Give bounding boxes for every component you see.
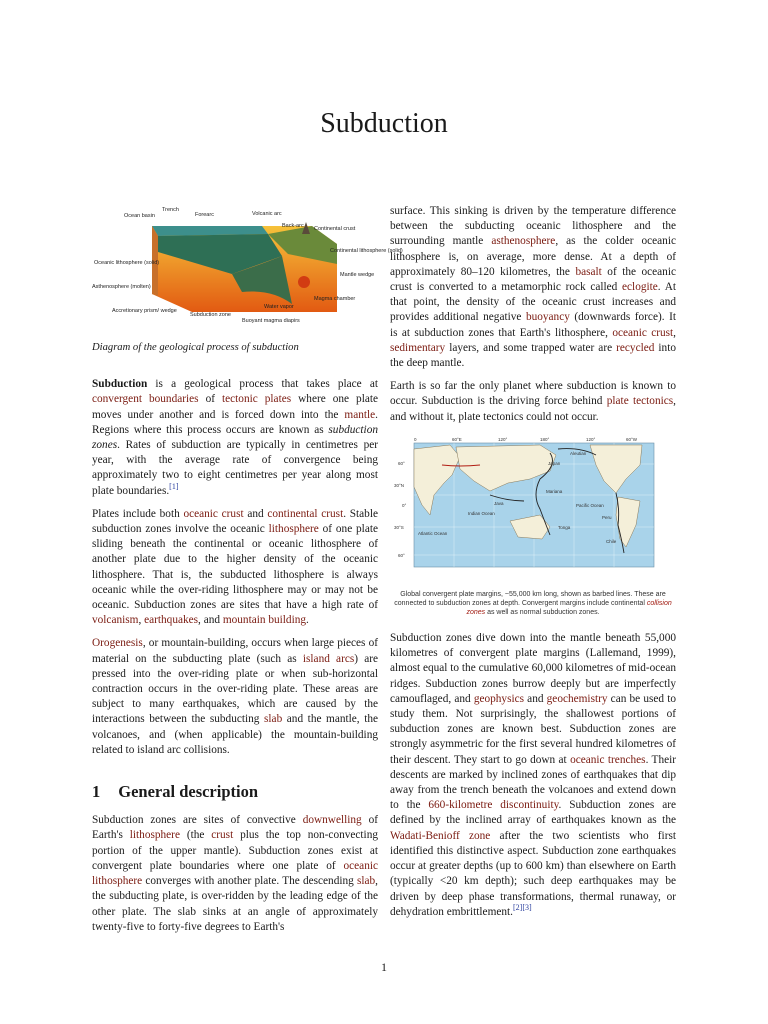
figure-caption: Diagram of the geological process of subduction [92,342,299,353]
lat-label: 30°S [394,524,404,530]
lon-label: 120° [498,436,508,442]
intro-paragraph-2: Plates include both oceanic crust and continental crust. Stable subduction zones involve the oceanic lithosphere of one plate sliding beneath the continental or oceanic lithosphere of another plate due to the higher density of the oceanic lithosphere. That is, the subducted lithosphere is always oceanic while the over-riding lithosphere may or may not be oceanic. Subduction zones are sites that have a high rate of volcanism, earthquakes, and mountain building. [92,507,378,627]
link-downwelling[interactable]: downwelling [302,814,362,827]
section1-paragraph-1: Subduction zones are sites of convective downwelling of Earth's lithosphere (the crust plus the top non-convecting portion of the upper mantle). Subduction zones exist at convergent plate boundaries where one plate of oceanic lithosphere converges with another plate. The descending slab, the subducting plate, is over-ridden by the leading edge of the other plate. The slab sinks at an angle of approximately twenty-five to forty-five degrees to Earth's [92,814,378,933]
link-buoyancy[interactable]: buoyancy [525,311,570,324]
fig1-label: Forearc [195,212,214,218]
link-crust[interactable]: crust [211,829,234,842]
place-label: Aleutian [570,450,587,456]
link-island-arcs[interactable]: island arcs [302,652,355,665]
link-convergent-boundaries[interactable]: convergent boundaries [92,393,199,406]
place-label: Tonga [558,524,571,530]
place-label: Japan [548,460,561,466]
place-label: Pacific Ocean [576,502,604,508]
lon-label: 180° [540,436,550,442]
link-oceanic-trenches[interactable]: oceanic trenches [570,753,646,766]
link-lithosphere-2[interactable]: lithosphere [129,829,180,842]
place-label: Chile [606,538,617,544]
link-recycled[interactable]: recycled [616,341,655,354]
intro-paragraph-1: Subduction is a geological process that takes place at convergent boundaries of tectonic plates where one plate moves under another and is forced down into the mantle. Regions where this process occurs are known as subduction zones. Rates of subduction are typically in centimetres per year, with the average rate of convergence being approximately two to eight centimetres per year along most plate boundaries.[1] [92,378,379,497]
link-mountain-building[interactable]: mountain building [222,614,306,627]
link-lithosphere[interactable]: lithosphere [268,523,319,536]
place-label: Atlantic Ocean [418,530,448,536]
fig1-label: Buoyant magma diapirs [242,318,300,324]
subduction-diagram-image [92,204,403,332]
link-eclogite[interactable]: eclogite [622,281,658,294]
link-geochemistry[interactable]: geochemistry [546,692,608,705]
link-plate-tectonics[interactable]: plate tectonics [606,395,674,408]
fig1-label: Back-arc [282,223,304,229]
link-slab-2[interactable]: slab [356,875,376,888]
link-earthquakes[interactable]: earthquakes [144,614,199,627]
ref-1[interactable]: [1] [169,481,179,491]
fig1-label: Volcanic arc [252,211,282,217]
page-title: Subduction [320,108,448,139]
right-paragraph-3: Subduction zones dive down into the mantle beneath 55,000 kilometres of convergent plate margins (Lallemand, 1999), almost equal to the cumulative 60,000 kilometres of mid-ocean ridges. Subduction zones burrow deeply but are imperfectly camouflaged, and geophysics and geochemistry can be used to study them. Not surprisingly, the shallowest portions of subduction zones are known best. Subduction zones are strongly asymmetric for the first several hundred kilometres of their descent. They start to go down at oceanic trenches. Their descents are marked by inclined zones of earthquakes that dip away from the trench beneath the volcanoes and extend down to the 660-kilometre discontinuity. Subduction zones are defined by the inclined array of earthquakes known as the Wadati-Benioff zone after the two scientists who first identified this distinctive aspect. Subduction zone earthquakes occur at greater depths (up to 600 km) than elsewhere on Earth (typically <20 km depth); such deep earthquakes may be driven by deep phase transformations, thermal runaway, or dehydration embrittlement.[2][3] [390,632,677,918]
page-number: 1 [381,960,387,974]
fig1-label: Trench [162,207,179,213]
ref-2-3[interactable]: [2][3] [512,902,532,912]
fig1-label: Oceanic lithosphere (solid) [94,260,160,266]
link-660-km-discontinuity[interactable]: 660-kilometre discontinuity [428,799,559,812]
fig1-label: Ocean basin [124,213,155,219]
lon-label: 60°W [626,436,638,442]
section-heading: 1 General description [92,782,259,802]
lon-label: 0 [414,436,417,442]
term-subduction: Subduction [92,378,148,391]
map-caption: Global convergent plate margins, ~55,000 km long, shown as barbed lines. These are connected to subduction zones at depth. Convergent margins include continental collision zones as well as normal subduction zones. [394,591,672,617]
lon-label: 60°E [452,436,462,442]
right-paragraph-1: surface. This sinking is driven by the temperature difference between the subducting oceanic lithosphere and the surrounding mantle asthenosphere, as the colder oceanic lithosphere is, on average, more dense. At a depth of approximately 80–120 kilometres, the basalt of the oceanic crust is converted to a metamorphic rock called eclogite. At that point, the density of the oceanic crust increases and provides additional negative buoyancy (downwards force). It is at subduction zones that Earth's lithosphere, oceanic crust, sedimentary layers, and some trapped water are recycled into the deep mantle. [390,205,676,370]
world-map-image [390,435,676,585]
link-asthenosphere[interactable]: asthenosphere [491,235,556,248]
fig1-label: Asthenosphere (molten) [92,284,151,290]
lon-label: 120° [586,436,596,442]
place-label: Mariana [546,488,563,494]
place-label: Peru [602,514,612,520]
link-geophysics[interactable]: geophysics [473,692,525,705]
figure-subduction-diagram [92,204,403,334]
fig1-label: Mantle wedge [340,272,375,278]
link-oceanic-crust[interactable]: oceanic crust [183,507,244,520]
link-oceanic-lithosphere[interactable]: oceanic lithosphere [92,859,378,888]
link-oceanic-crust-2[interactable]: oceanic crust [612,326,674,339]
lat-label: 60° [398,460,405,466]
intro-paragraph-3: Orogenesis, or mountain-building, occurs when large pieces of material on the subducting plate (such as island arcs) are pressed into the over-riding plate or when sub-horizontal contraction occurs in the over-riding plate. These areas are subject to many earthquakes, which are caused by the interactions between the subducting slab and the mantle, the volcanoes, and (when applicable) the mountain-building related to island arc collisions. [92,637,378,756]
magma-chamber [298,276,310,288]
link-slab[interactable]: slab [264,713,283,726]
fig1-label: Magma chamber [314,296,356,302]
lat-label: 60° [398,552,405,558]
fig1-label: Continental lithosphere (solid) [330,248,403,254]
lat-label: 0° [402,502,407,508]
place-label: Java [494,500,504,506]
link-continental-crust[interactable]: continental crust [267,507,344,520]
link-tectonic-plates[interactable]: tectonic plates [222,393,292,406]
fig1-label: Subduction zone [190,312,231,318]
lat-label: 30°N [394,482,405,488]
fig1-label: Continental crust [314,226,356,232]
fig1-label: Accretionary prism/ wedge [112,308,177,314]
link-orogenesis[interactable]: Orogenesis [92,637,143,650]
link-volcanism[interactable]: volcanism [92,614,139,627]
right-paragraph-2: Earth is so far the only planet where subduction is known to occur. Subduction is the driving force behind plate tectonics, and without it, plate tectonics could not occur. [390,380,676,423]
figure-convergent-margins-map [390,435,676,617]
link-mantle[interactable]: mantle [344,408,376,421]
link-sedimentary[interactable]: sedimentary [390,341,446,354]
fig1-label: Water vapor [264,304,294,310]
right-column [390,204,676,928]
link-basalt[interactable]: basalt [575,265,602,278]
place-label: Indian Ocean [468,510,495,516]
link-wadati-benioff-zone[interactable]: Wadati-Benioff zone [390,829,491,842]
